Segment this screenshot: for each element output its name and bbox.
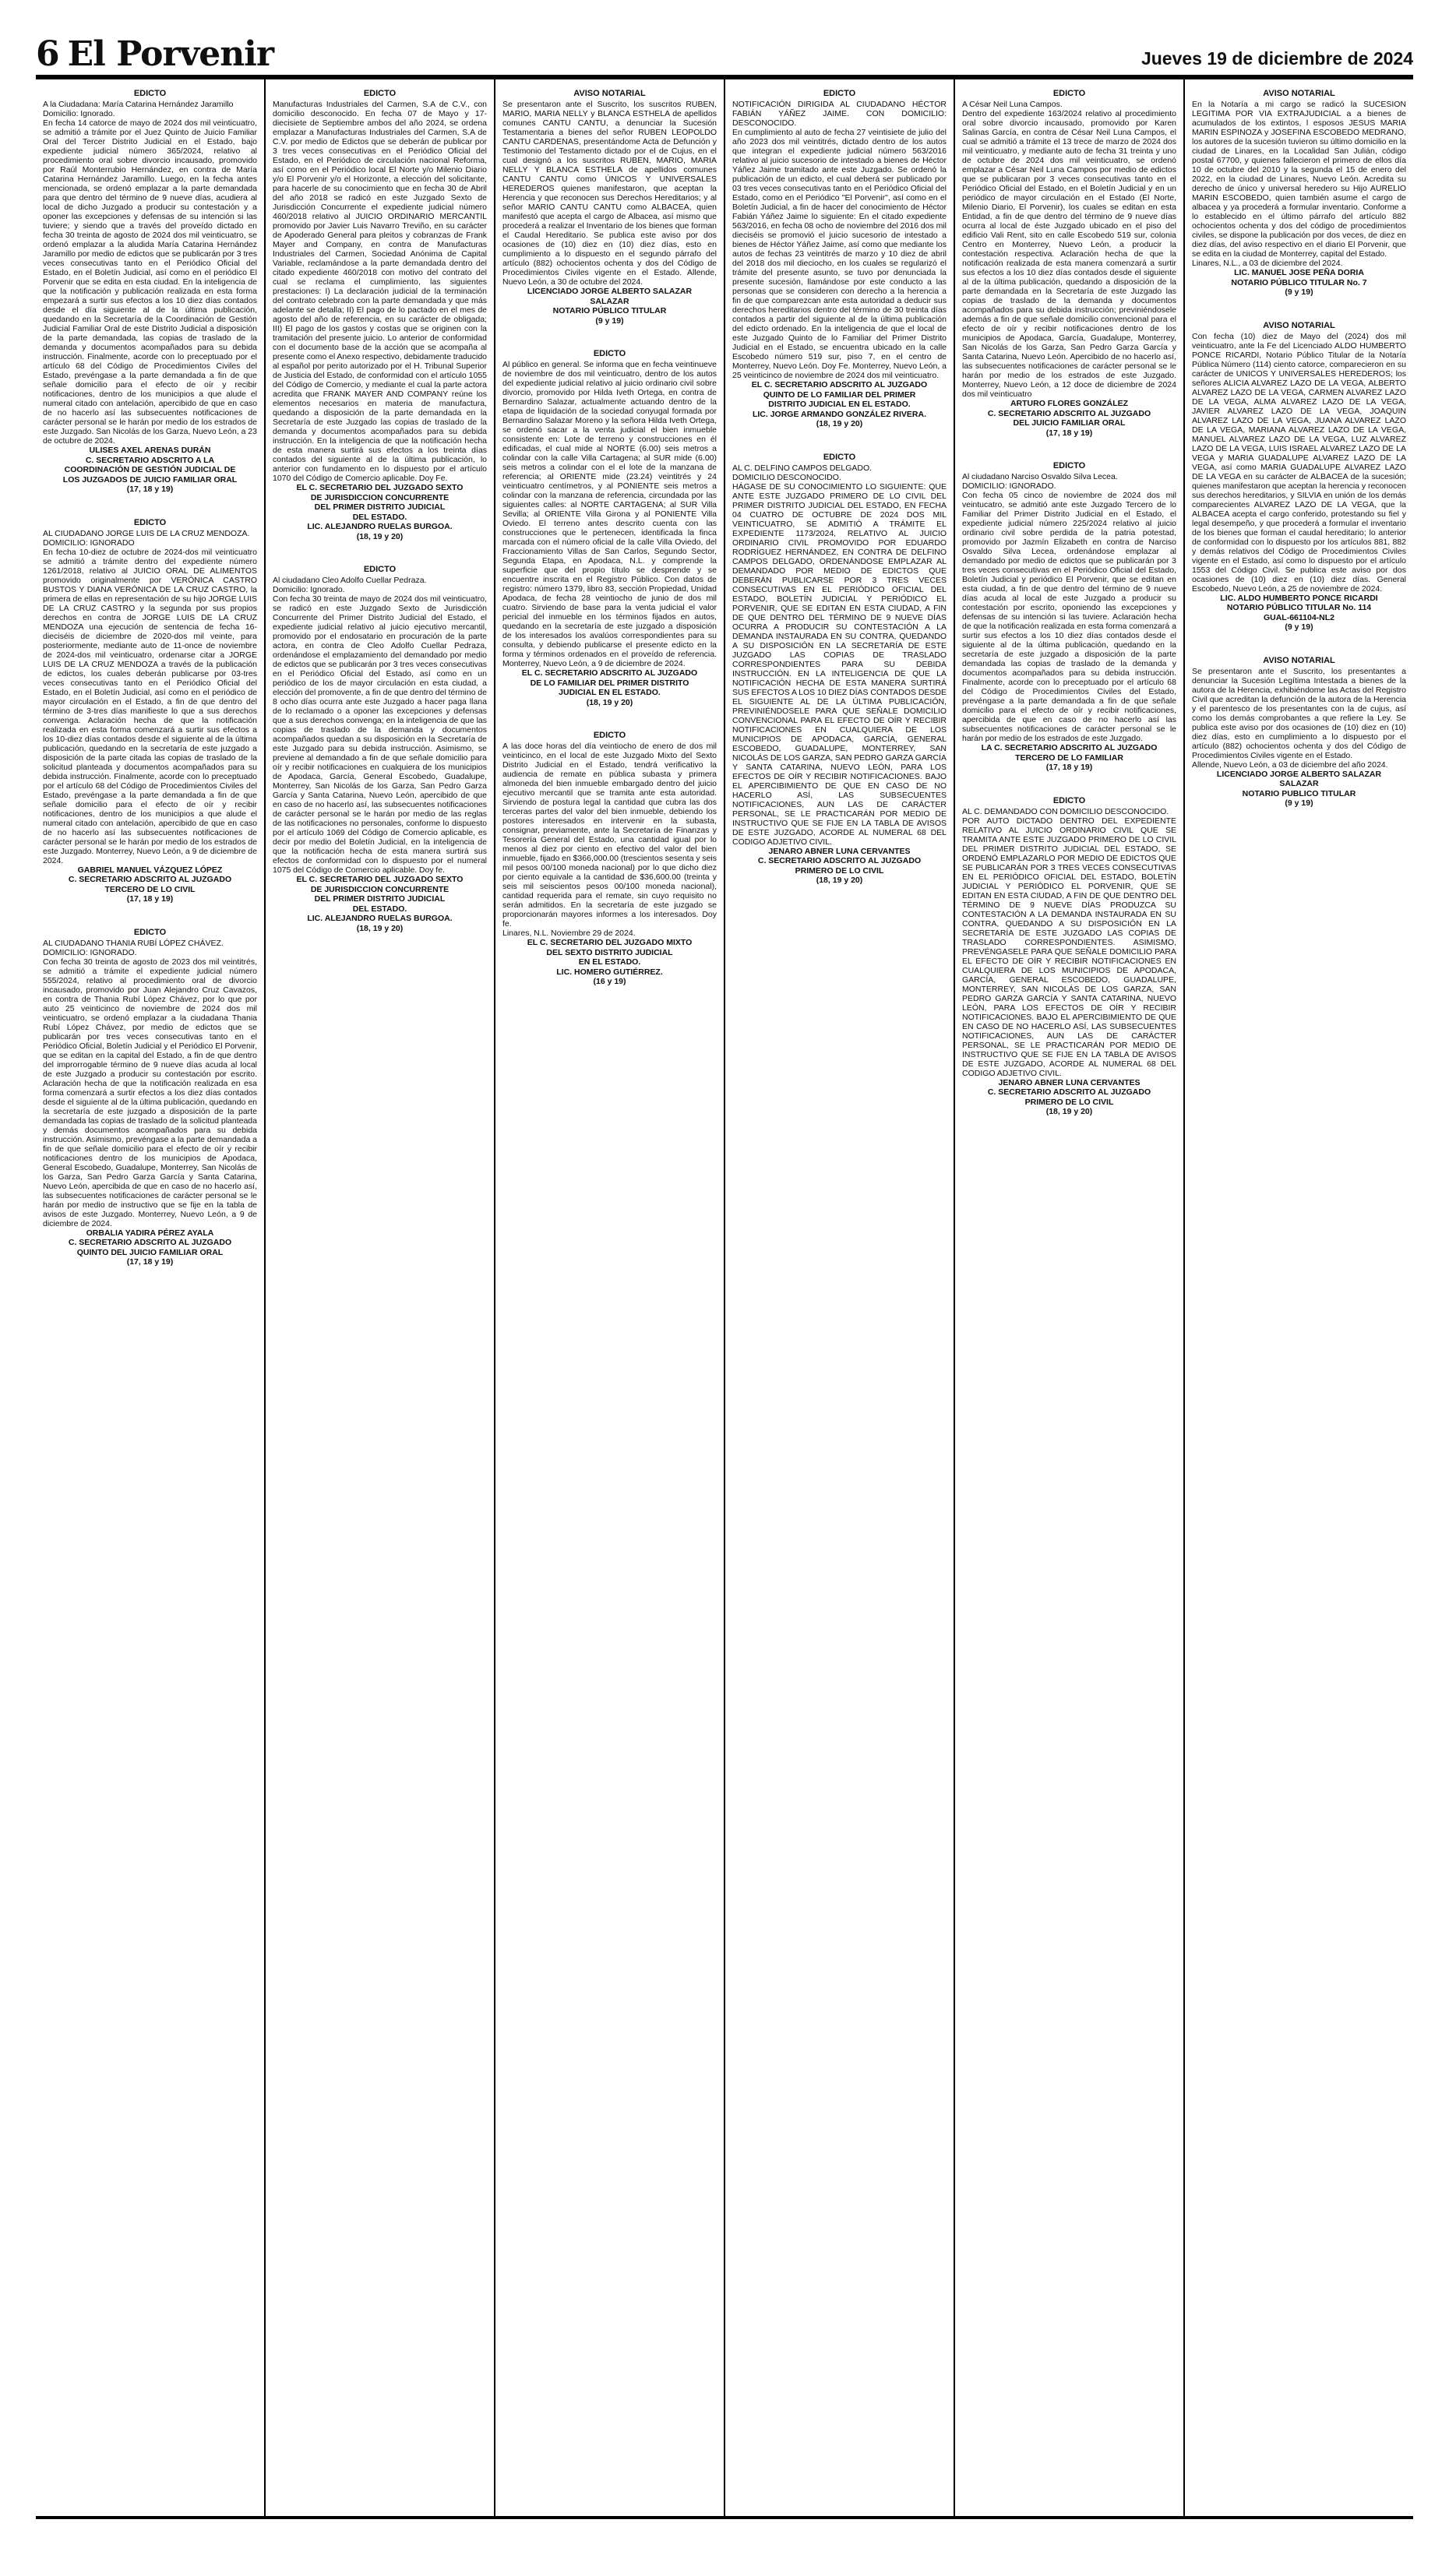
edition-date: Jueves 19 de diciembre de 2024	[1141, 48, 1413, 69]
notice-signature-line: LIC. HOMERO GUTIÉRREZ.	[556, 967, 663, 977]
notice-signature-line: LICENCIADO JORGE ALBERTO SALAZAR	[1216, 769, 1382, 779]
notice-title: EDICTO	[363, 89, 397, 98]
notice-signature-line: LIC. MANUEL JOSE PEÑA DORIA	[1234, 268, 1364, 277]
notice-title: EDICTO	[823, 89, 856, 98]
legal-notice	[273, 89, 487, 541]
legal-notice	[43, 518, 257, 904]
legal-notice	[962, 796, 1176, 1117]
notice-paragraph: Al ciudadano Narciso Osvaldo Silva Lecea.	[962, 472, 1118, 481]
notice-signature-line: EL C. SECRETARIO ADSCRITO AL JUZGADO	[521, 668, 698, 678]
legal-notice	[962, 461, 1176, 773]
notice-signature-line: EL C. SECRETARIO DEL JUZGADO MIXTO	[527, 938, 693, 947]
notice-signature-line: (18, 19 y 20)	[1045, 1107, 1093, 1116]
notice-signature-line: (18, 19 y 20)	[816, 876, 863, 885]
notice-signature-line: DE JURISDICCION CONCURRENTE	[310, 492, 450, 502]
notice-paragraph: POR AUTO DICTADO DENTRO DEL EXPEDIENTE RELATIVO AL JUICIO ORDINARIO CIVIL QUE SE TRAMITA ANTE ESTE JUZGADO PRIMERO DE LO CIVIL DEL PRIMER DISTRITO JUDICIAL DEL ESTADO, SE ORDENÓ EMPLAZARLO POR MEDIO DE EDICTOS QUE SE PUBLICARÁN POR 3 TRES VECES CONSECUTIVAS EN EL PERIÓDICO OFICIAL DEL ESTADO, BOLETÍN JUDICIAL Y PERIÓDICO EL PORVENIR, QUE SE EDITAN EN ESTA CIUDAD, A FIN DE QUE DENTRO DEL TÉRMINO DE 9 NUEVE DÍAS PRODUZCA SU CONTESTACIÓN A LA DEMANDA INSTAURADA EN SU CONTRA, QUEDANDO A SU DISPOSICIÓN EN LA SECRETARÍA DE ESTE JUZGADO LAS COPIAS DE TRASLADO CORRESPONDIENTES. ASIMISMO, PREVÉNGASELE PARA QUE SEÑALE DOMICILIO PARA EL EFECTO DE OÍR Y RECIBIR NOTIFICACIONES EN CUALQUIERA DE LOS MUNICIPIOS DE APODACA, GARCÍA, GENERAL ESCOBEDO, GUADALUPE, MONTERREY, SAN NICOLÁS DE LOS GARZA, SAN PEDRO GARZA GARCÍA Y SANTA CATARINA, NUEVO LEÓN, PARA LOS EFECTOS DE OÍR Y RECIBIR NOTIFICACIONES. BAJO EL APERCIBIMIENTO DE QUE EN CASO DE NO HACERLO ASÍ, LAS SUBSECUENTES NOTIFICACIONES, AUN LAS DE CARÁCTER PERSONAL, SE LE PRACTICARÁN POR MEDIO DE INSTRUCTIVO QUE SE FIJE EN LA TABLA DE AVISOS DE ESTE JUZGADO, ACORDE AL NUMERAL 68 DEL CODIGO ADJETIVO CIVIL.	[962, 816, 1176, 1078]
notice-signature-line: C. SECRETARIO ADSCRITO AL JUZGADO	[987, 408, 1151, 418]
notice-title: AVISO NOTARIAL	[1263, 320, 1335, 330]
notice-title: EDICTO	[593, 349, 626, 358]
notice-paragraph: En cumplimiento al auto de fecha 27 veintisiete de julio del año 2023 dos mil veintitrés, dictado dentro de los autos que integran el expediente judicial número 563/2016 relativo al juicio sucesorio de intestado a bienes de Héctor Yáñez Jaime tramitado ante este Juzgado. Se ordenó la publicación de un edicto, el cual deberá ser publicado por 03 tres veces consecutivas tanto en el Periódico Oficial del Estado, como en el Periódico "El Porvenir", así como en el Boletín Judicial, a fin de hacer del conocimiento de Héctor Fabián Yáñez Jaime lo siguiente: En el citado expediente 563/2016, en fecha 08 ocho de noviembre del 2016 dos mil dieciséis se promovió el juicio sucesorio de intestado a bienes de Héctor Yáñez Jaime, así como que mediante los autos de fechas 23 veintitrés de marzo y 10 diez de abril del 2018 dos mil dieciocho, en los cuales se regularizó el trámite del presente asunto, se tuvo por denunciada la presente sucesión, llamándose por este conducto a las personas que se consideren con derecho a la herencia a fin de que comparezcan ante esta autoridad a deducir sus derechos hereditarios dentro del término de 30 treinta días contados a partir del siguiente al de la última publicación del edicto ordenado. En la inteligencia de que el local de este Juzgado Quinto de lo Familiar del Primer Distrito Judicial en el Estado, se encuentra ubicado en la calle Escobedo número 519 sur, piso 7, en el centro de Monterrey, Nuevo León. Doy Fe. Monterrey, Nuevo León, a 25 veinticinco de noviembre de 2024 dos mil veinticuatro.	[732, 128, 947, 380]
notice-signature-line: (18, 19 y 20)	[356, 923, 404, 933]
notice-title: EDICTO	[363, 565, 397, 574]
notice-paragraph: En fecha 14 catorce de mayo de 2024 dos mil veinticuatro, se admitió a trámite por el Juez Quinto de Juicio Familiar Oral del Tercer Distrito Judicial en el Estado, bajo expediente judicial número 365/2024, relativo al procedimiento oral sobre divorcio incausado, promovido por Raúl Monterrubio Hernández, en contra de María Catarina Hernández Jaramillo. Luego, en la fecha antes mencionada, se ordenó emplazar a la parte demandada para que dentro del término de 9 nueve días, acudiera al local de dicho Juzgado a producir su contestación y a oponer las excepciones y defensas de su intención si las tuviere; y siendo que a través del proveído dictado en fecha 30 treinta de agosto de 2024 dos mil veinticuatro, se ordenó emplazar a la aludida María Catarina Hernández Jaramillo por medio de edictos que se publicarán por 3 tres veces consecutivas tanto en el Periódico Oficial del Estado, en el Boletín Judicial, así como en el periódico El Porvenir que se edita en esta ciudad. En la inteligencia de que la notificación y publicación realizada en esta forma empezará a surtir sus efectos a los 10 diez días contados desde el día siguiente al de la última publicación, quedando en la Secretaría de la Coordinación de Gestión Judicial Familiar Oral de este Distrito Judicial a disposición de la parte demandada, las copias de traslado de la demanda y documentos acompañados para su debida instrucción. Finalmente, acorde con lo preceptuado por el artículo 68 del Código de Procedimientos Civiles del Estado, prevéngase a la parte demandada a fin de que señale domicilio para el efecto de oír y recibir notificaciones, dentro de los municipios a que alude el numeral citado con antelación, apercibido de que en caso de no hacerlo así las subsecuentes notificaciones de carácter personal se le harán por medio de los estrados de este Juzgado. San Nicolás de los Garza, Nuevo León, a 23 de octubre de 2024.	[43, 118, 257, 446]
notice-signature-line: SALAZAR	[1279, 779, 1319, 788]
notice-paragraph: A las doce horas del día veintiocho de enero de dos mil veinticinco, en el local de este Juzgado Mixto del Sexto Distrito Judicial en el Estado, tendrá verificativo la audiencia de remate en pública subasta y primera almoneda del bien inmueble embargado dentro del juicio ejecutivo mercantil que se tramita ante esta autoridad. Sirviendo de postura legal la cantidad que cubra las dos terceras partes del valor del bien inmueble, debiendo los postores interesados en intervenir en la subasta, consignar, previamente, ante la Secretaría de Finanzas y Tesorería General del Estado, una cantidad igual por lo menos al diez por ciento en efectivo del valor del bien inmueble, fijado en $366,000.00 (trescientos sesenta y seis mil pesos 00/100 moneda nacional) por lo que dicho diez por ciento equivale a la cantidad de $36,600.00 (treinta y seis mil seiscientos pesos 00/100 moneda nacional), cantidad requerida para el remate, sin cuyo requisito no serán admitidos. En la secretaría de este juzgado se proporcionarán mayores informes a los interesados. Doy fe.	[502, 742, 717, 929]
notice-signature-line: DEL ESTADO.	[352, 904, 407, 914]
notice-signature-line: (17, 18 y 19)	[1045, 428, 1093, 438]
notice-paragraph: AL CIUDADANO THANIA RUBÍ LÓPEZ CHÁVEZ.	[43, 938, 224, 948]
notice-signature-line: (18, 19 y 20)	[586, 697, 633, 707]
notice-signature-line: (9 y 19)	[1285, 287, 1313, 297]
notice-signature-line: GUAL-661104-NL2	[1263, 612, 1335, 622]
legal-notice	[1192, 321, 1406, 633]
notice-signature-line: JENARO ABNER LUNA CERVANTES	[768, 846, 911, 856]
legal-notice	[962, 89, 1176, 438]
notice-signature-line: QUINTO DEL JUICIO FAMILIAR ORAL	[76, 1247, 224, 1257]
notice-paragraph: DOMICILIO: IGNORADO.	[962, 481, 1056, 491]
notice-column	[954, 79, 1183, 2516]
notice-paragraph: Con fecha 05 cinco de noviembre de 2024 dos mil veintucatro, se admitió ante este Juzgado Tercero de lo Familiar del Primer Distrito Judicial en el Estado, el expediente judicial número 225/2024 relativo al juicio ordinario civil sobre perdida de la patria potestad, promovido por Jazmín Elizabeth en contra de Narciso Osvaldo Silva Lecea, ordenándose emplazar al demandado por medio de edictos que se publicarán por 3 tres veces consecutivas en el Periódico Oficial del Estado, Boletín Judicial y periódico El Porvenir, que se editan en esta ciudad, a fin de que dentro del término de 9 nueve días acuda al local de este Juzgado a producir su contestación por escrito, oponiendo las excepciones y defensas de su intención si las tuviere. Aclaración hecha de que la notificación realizada en esta forma comenzará a surtir sus efectos a los 10 diez días contados desde el siguiente al de la última publicación, quedando en la secretaría de este juzgado a disposición de la parte demandada las copias de traslado de la demanda y documentos acompañados para su debida instrucción. Finalmente, acorde con lo preceptuado por el artículo 68 del Código de Procedimientos Civiles del Estado, prevéngase a la parte demandada a fin de que señale domicilio para el efecto de oír y recibir notificaciones, apercibida de que en caso de no hacerlo así las subsecuentes notificaciones de carácter personal se le harán por medio de los estrados de este Juzgado.	[962, 491, 1176, 743]
notice-paragraph: Se presentaron ante el Suscrito, los suscritos RUBEN, MARIO, MARIA NELLY y BLANCA ESTHELA de apellidos comunes CANTU CANTU, a denunciar la Sucesión Testamentaria a bienes del señor RUBEN LEOPOLDO CANTU CARDENAS, presentándome Acta de Defunción y Testimonio del Testamento dictado por el de Cujus, en el cual designó a los suscritos RUBEN, MARIO, MARIA NELLY Y BLANCA ESTHELA de apellidos comunes CANTU CANTU como ÚNICOS Y UNIVERSALES HEREDEROS quienes manifestaron, que aceptan la Herencia y que reconocen sus Derechos Hereditarios; y al señor MARIO CANTU CANTU como ALBACEA, quien manifestó que acepta el cargo de Albacea, así mismo que procederá a realizar el Inventario de los bienes que forman el Caudal Hereditario. Se publica este aviso por dos ocasiones de (10) diez en (10) diez días, esto en cumplimiento a lo dispuesto en el segundo párrafo del artículo (882) ochocientos ochenta y dos del Código de Procedimientos Civiles vigente en el Estado. Allende, Nuevo León, a 30 de octubre del 2024.	[502, 100, 717, 287]
notice-paragraph: HÁGASE DE SU CONOCIMIENTO LO SIGUIENTE: QUE ANTE ESTE JUZGADO PRIMERO DE LO CIVIL DEL PRIMER DISTRITO JUDICIAL DEL ESTADO, EN FECHA 04 CUATRO DE OCTUBRE DE 2024 DOS MIL VEINTICUATRO, SE ADMITIÓ A TRÁMITE EL EXPEDIENTE 1173/2024, RELATIVO AL JUICIO ORDINARIO CIVIL PROMOVIDO POR EDUARDO RODRÍGUEZ HERNÁNDEZ, EN CONTRA DE DELFINO CAMPOS DELGADO, ORDENÁNDOSE EMPLAZAR AL DEMANDADO POR MEDIO DE EDICTOS QUE DEBERÁN PUBLICARSE POR 3 TRES VECES CONSECUTIVAS EN EL PERIÓDICO OFICIAL DEL ESTADO, BOLETÍN JUDICIAL Y PERIÓDICO EL PORVENIR, QUE SE EDITAN EN ESTA CIUDAD, A FIN DE QUE DENTRO DEL TÉRMINO DE 9 NUEVE DÍAS OCURRA A PRODUCIR SU CONTESTACIÓN A LA DEMANDA INSTAURADA EN SU CONTRA, QUEDANDO A SU DISPOSICIÓN EN LA SECRETARÍA DE ESTE JUZGADO LAS COPIAS DE TRASLADO CORRESPONDIENTES PARA SU DEBIDA INSTRUCCIÓN. EN LA INTELIGENCIA DE QUE LA NOTIFICACIÓN HECHA DE ESTA MANERA SURTIRÁ SUS EFECTOS A LOS 10 DIEZ DÍAS CONTADOS DESDE EL SIGUIENTE AL DE LA ÚLTIMA PUBLICACIÓN, PREVINIÉNDOSELE PARA QUE SEÑALE DOMICILIO CONVENCIONAL PARA EL EFECTO DE OÍR Y RECIBIR NOTIFICACIONES EN CUALQUIERA DE LOS MUNICIPIOS DE APODACA, GARCÍA, GENERAL ESCOBEDO, GUADALUPE, MONTERREY, SAN NICOLÁS DE LOS GARZA, SAN PEDRO GARZA GARCÍA Y SANTA CATARINA, NUEVO LEÓN, PARA LOS EFECTOS DE OÍR Y RECIBIR NOTIFICACIONES. BAJO EL APERCIBIMIENTO DE QUE EN CASO DE NO HACERLO ASÍ, LAS SUBSECUENTES NOTIFICACIONES, AUN LAS DE CARÁCTER PERSONAL, SE LE PRACTICARÁN POR MEDIO DE INSTRUCTIVO QUE SE FIJE EN LA TABLA DE AVISOS DE ESTE JUZGADO, ACORDE AL NUMERAL 68 DEL CODIGO ADJETIVO CIVIL.	[732, 481, 947, 847]
notice-signature-line: LIC. JORGE ARMANDO GONZÁLEZ RIVERA.	[752, 409, 927, 419]
notice-paragraph: Domicilio: Ignorado.	[43, 109, 115, 118]
notice-title: AVISO NOTARIAL	[573, 89, 646, 98]
notice-signature-line: PRIMERO DE LO CIVIL	[1024, 1097, 1114, 1107]
notice-signature-line: (17, 18 y 19)	[1045, 763, 1093, 772]
notice-paragraph: A la Ciudadana: María Catarina Hernández Jaramillo	[43, 100, 234, 109]
notice-signature-line: EL C. SECRETARIO DEL JUZGADO SEXTO	[296, 483, 464, 492]
notice-signature-line: ULISES AXEL ARENAS DURÁN	[89, 446, 211, 455]
notice-title: EDICTO	[133, 517, 167, 527]
notice-signature-line: ORBALIA YADIRA PÉREZ AYALA	[86, 1228, 214, 1238]
notice-signature-line: LIC. ALEJANDRO RUELAS BURGOA.	[307, 522, 453, 531]
notice-paragraph: Domicilio: Ignorado.	[273, 585, 345, 594]
notice-signature-line: DEL SEXTO DISTRITO JUDICIAL	[546, 947, 673, 957]
notice-signature-line: (17, 18 y 19)	[126, 1257, 174, 1267]
notice-signature-line: DE LO FAMILIAR DEL PRIMER DISTRITO	[530, 678, 689, 688]
notice-paragraph: DOMICILIO: IGNORADO	[43, 537, 135, 548]
notice-signature-line: DEL PRIMER DISTRITO JUDICIAL	[314, 502, 446, 512]
notice-signature-line: (17, 18 y 19)	[126, 894, 174, 904]
notice-signature-line: NOTARIO PÚBLICO TITULAR	[552, 306, 667, 315]
notice-paragraph: Al ciudadano Cleo Adolfo Cuellar Pedraza.	[273, 576, 427, 585]
legal-notice	[273, 565, 487, 933]
notice-title: EDICTO	[1052, 461, 1086, 470]
notice-title: EDICTO	[823, 452, 856, 462]
notice-column	[494, 79, 724, 2516]
notice-paragraph: DOMICILIO DESCONOCIDO.	[732, 472, 841, 482]
notice-paragraph: Dentro del expediente 163/2024 relativo al procedimiento oral sobre divorcio incausado, promovido por Karen Salinas García, en contra de César Neil Luna Campos, el cual se admitió a trámite el 13 trece de marzo de 2024 dos mil veinticuatro, y mediante auto de fecha 31 treinta y uno de octubre de 2024 dos mil veinticuatro, se ordenó emplazar a César Neil Luna Campos por medio de edictos que se publicaran por 3 veces consecutivas tanto en el Periódico Oficial del Estado, en el Boletín Judicial y en un periódico de mayor circulación en el Estado (El Norte, Milenio Diario, El Porvenir), los cuales se editan en esta Entidad, a fin de que dentro del término de 9 nueve días ocurra al local de éste Juzgado ubicado en el piso del edificio Vali Rent, sito en calle Escobedo 519 sur, colonia Centro en Monterrey, Nuevo León, a producir la contestación respectiva. Aclaración hecha de que la notificación realizada de esta manera comenzará a surtir sus efectos a los 10 diez días contados desde el siguiente al de la última publicación, quedando a disposición de la parte demandada en la Secretaría de este Juzgado las copias de traslado de la demanda y documentos acompañados para su debida instrucción; previniéndosele además a fin de que señale domicilio convencional para el efecto de oír y recibir notificaciones dentro de los municipios de Apodaca, García, Guadalupe, Monterrey, San Nicolás de los Garza, San Pedro Garza García y Santa Catarina, Nuevo León. Apercibido de no hacerlo así, las subsecuentes notificaciones de carácter personal se le harán por medio de los estrados de este Juzgado. Monterrey, Nuevo León, a 12 doce de diciembre de 2024 dos mil veinticuatro	[962, 109, 1176, 399]
notice-signature-line: DE JURISDICCION CONCURRENTE	[310, 884, 450, 894]
notice-paragraph: Con fecha 30 treinta de mayo de 2024 dos mil veinticuatro, se radicó en este Juzgado Sexto de Jurisdicción Concurrente del Primer Distrito Judicial del Estado, el expediente judicial relativo al juicio ejecutivo mercantil, promovido por el endosatario en procuración de la parte actora, en contra de Cleo Adolfo Cuellar Pedraza, ordenándose el emplazamiento del demandado por medio de edictos que se publicarán por 3 tres veces consecutivas en el Periódico Oficial del Estado, así como en un periódico de los de mayor circulación en esta ciudad, a elección del promovente, a fin de que dentro del término de 8 ocho días ocurra ante este Juzgado a hacer paga llana de lo reclamado o a oponer las excepciones y defensas que a sus derechos convenga; en la inteligencia de que las copias de traslado de la demanda y documentos acompañados quedan a su disposición en la Secretaría de este Juzgado para su debida instrucción. Asimismo, se previene al demandado a fin de que señale domicilio para oír y recibir notificaciones en cualquiera de los municipios de Apodaca, García, General Escobedo, Guadalupe, Monterrey, San Nicolás de los Garza, San Pedro Garza García y Santa Catarina, Nuevo León, apercibido de que en caso de no hacerlo así, las subsecuentes notificaciones de carácter personal se le harán por medio de las reglas de las notificaciones no personales, conforme lo dispuesto por el artículo 1069 del Código de Comercio aplicable, es decir por medio del Boletín Judicial, en la inteligencia de que la notificación hecha de esta manera surtirá sus efectos de conformidad con lo dispuesto por el numeral 1075 del Código de Comercio aplicable. Doy fe.	[273, 594, 487, 875]
notice-signature-line: DEL PRIMER DISTRITO JUDICIAL	[314, 894, 446, 904]
notice-signature-line: (16 y 19)	[593, 977, 626, 986]
notice-signature-line: (18, 19 y 20)	[816, 419, 863, 428]
notice-paragraph: Manufacturas Industriales del Carmen, S.A de C.V., con domicilio desconocido. En fecha 07 de Mayo y 17-diecisiete de Septiembre ambos del año 2024, se ordena emplazar a Manufacturas Industriales del Carmen, S.A de C.V. por medio de Edictos que se deberán de publicar por 3 tres veces consecutivas en el Periódico Oficial del Estado, en el Periódico de circulación nacional Reforma, así como en el Periódico local El Norte y/o Milenio Diario y/o El Porvenir y/o el Horizonte, a elección del solicitante, para hacerle de su conocimiento que en fecha 30 de Abril del año 2018 se radicó en este Juzgado Sexto de Jurisdicción Concurrente el expediente judicial número 460/2018 relativo al JUICIO ORDINARIO MERCANTIL promovido por Javier Luis Navarro Treviño, en su carácter de Apoderado General para pleitos y cobranzas de Frank Mayer and Company, en contra de Manufacturas Industriales del Carmen, Sociedad Anónima de Capital Variable, reclamándose a la parte demandada dentro del citado expediente 460/2018 con motivo del contrato del cual se reclama el cumplimiento, las siguientes prestaciones: I) La declaración judicial de la terminación del contrato celebrado con la parte demandada y que más adelante se detalla; II) El pago de lo pactado en el mes de agosto del año de referencia, en su carácter de obligada; III) El pago de los gastos y costas que se originen con la tramitación del presente juicio. Lo anterior de conformidad con el documento base de la acción que se acompaña al presente como el Anexo respectivo, debidamente traducido al español por perito autorizado por el H. Tribunal Superior de Justicia del Estado, de conformidad con el artículo 1055 del Código de Comercio, y mediante el cual la parte actora acredita que FRANK MAYER AND COMPANY reúne los elementos necesarios en materia de manufactura, quedando a disposición de la parte demandada en la Secretaría de este Juzgado las copias de traslado de la demanda y documentos acompañados para su debida instrucción. En la inteligencia de que la notificación hecha de esta manera surtirá sus efectos a los treinta días contados del siguiente al de la última publicación, lo anterior con fundamento en lo dispuesto por el artículo 1070 del Código de Comercio aplicable. Doy Fe.	[273, 100, 487, 483]
notice-signature-line: (9 y 19)	[1285, 798, 1313, 808]
legal-notice	[502, 349, 717, 707]
legal-notice	[43, 928, 257, 1267]
notice-column	[264, 79, 494, 2516]
notice-title: EDICTO	[133, 927, 167, 937]
notice-paragraph: Con fecha (10) diez de Mayo del (2024) dos mil veinticuatro, ante la Fe del Licenciado ALDO HUMBERTO PONCE RICARDI, Notario Público Titular de la Notaría Pública Número (114) ciento catorce, comparecieron en su carácter de UNICOS Y UNIVERSALES HEREDEROS; los señores ALICIA ALVAREZ LAZO DE LA VEGA, ALBERTO ALVAREZ LAZO DE LA VEGA, CARMEN ALVAREZ LAZO DE LA VEGA, ALMA ALVAREZ LAZO DE LA VEGA, JAVIER ALVAREZ LAZO DE LA VEGA, JOAQUIN ALVAREZ LAZO DE LA VEGA, JUANA ALVAREZ LAZO DE LA VEGA, MARIANA ALVAREZ LAZO DE LA VEGA, MANUEL ALVAREZ LAZO DE LA VEGA, LUZ ALVAREZ LAZO DE LA VEGA, LUIS ISRAEL ALVAREZ LAZO DE LA VEGA y MARIA GUADALUPE ALVAREZ LAZO DE LA VEGA, así como MARIA GUADALUPE ALVAREZ LAZO DE LA VEGA en su carácter de ALBACEA de la sucesión; quienes manifestaron que aceptan la herencia y reconocen sus derechos hereditarios, y SILVIA en unión de los demás comparecientes ALVAREZ LAZO DE LA VEGA, que la ALBACEA acepta el cargo conferido, protestando su fiel y legal desempeño, y que procederá a formular el inventario de los bienes que forman el caudal hereditario; lo anterior de conformidad con lo dispuesto por los artículos 881, 882 y demás relativos del Código de Procedimientos Civiles vigente en el Estado, así como lo dispuesto por el artículo 1553 del Código Civil. Se publica este aviso por dos ocasiones de (10) diez en (10) diez días. General Escobedo, Nuevo León, a 25 de noviembre de 2024.	[1192, 331, 1406, 594]
notice-signature-line: (17, 18 y 19)	[126, 485, 174, 494]
legal-notice	[502, 731, 717, 987]
notice-signature-line: LA C. SECRETARIO ADSCRITO AL JUZGADO	[981, 743, 1158, 752]
notice-signature-line: DEL ESTADO.	[352, 512, 407, 522]
notice-signature-line: SALAZAR	[590, 296, 629, 306]
notice-paragraph: Linares, N.L. Noviembre 29 de 2024.	[502, 929, 636, 938]
notice-paragraph: AL CIUDADANO JORGE LUIS DE LA CRUZ MENDOZA.	[43, 528, 250, 538]
legal-notice	[1192, 89, 1406, 298]
notice-signature-line: LICENCIADO JORGE ALBERTO SALAZAR	[527, 287, 693, 296]
notice-paragraph: En la Notaría a mi cargo se radicó la SUCESION LEGITIMA POR VIA EXTRAJUDICIAL a a bienes de acumulados de los extintos, l esposos JESUS MARIA MARIN ESPINOZA y JOSEFINA ESCOBEDO MEDRANO, los autores de la sucesión tuvieron su último domicilio en la ciudad de Linares, en la Localidad San Julián, código postal 67700, y quienes fallecieron el primero de ellos día 10 de octubre del 2010 y la segunda el 15 de enero del 2022, en la ciudad de Linares, Nuevo León. Acredita su derecho de único y universal heredero su Hijo AURELIO MARIN ESCOBEDO, quien también asume el cargo de albacea y ya procederá a formular inventario. Conforme a lo establecido en el último párrafo del artículo 882 ochocientos ochenta y dos del código de procedimientos civiles, se dispone la publicación por dos veces, de diez en diez días, del aviso respectivo en el diario El Porvenir, que se edita en la ciudad de Monterrey, capital del Estado.	[1192, 100, 1406, 259]
notice-signature-line: DISTRITO JUDICIAL EN EL ESTADO.	[768, 400, 911, 409]
notice-paragraph: Con fecha 30 treinta de agosto de 2023 dos mil veintitrés, se admitió a trámite el expediente judicial número 555/2024, relativo al procedimiento oral de divorcio incausado, promovido por Juan Alejandro Cruz Cavazos, en contra de Thania Rubí López Chávez, por lo que por auto 25 veinticinco de noviembre de 2024 dos mil veinticuatro, se ordenó emplazar a la ciudadana Thania Rubí López Chávez, por medio de edictos que se publicarán por tres veces consecutivas tanto en el Periódico Oficial, Boletín Judicial y el Periódico El Porvenir, que se editan en la capital del Estado, a fin de que dentro del improrrogable término de 9 nueve días acuda al local de este Juzgado a producir su contestación por escrito. Aclaración hecha de que la notificación realizada en esa forma comenzará a surtir efectos a los diez días contados desde el siguiente al de la última publicación, quedando en la secretaría de este juzgado a disposición de la parte demandada las copias de traslado de la solicitud planteada y demás documentos acompañados para su debida instrucción. Asimismo, prevéngase a la parte demandada a fin de que señale domicilio para el efecto de oír y recibir notificaciones dentro de los municipios de Apodaca, General Escobedo, Guadalupe, Monterrey, San Nicolás de los Garza, San Pedro Garza García y Santa Catarina, Nuevo León, apercibida de que en caso de no hacerlo así, las subsecuentes notificaciones de carácter personal se le harán por medio de instructivo que se fije en la tabla de avisos de este Juzgado. Monterrey, Nuevo León, a 9 de diciembre de 2024.	[43, 957, 257, 1228]
notice-signature-line: GABRIEL MANUEL VÁZQUEZ LÓPEZ	[77, 865, 223, 875]
notice-signature-line: NOTARIO PUBLICO TITULAR	[1242, 788, 1356, 798]
notice-column	[1183, 79, 1413, 2516]
notice-signature-line: (9 y 19)	[1285, 622, 1313, 632]
notice-signature-line: C. SECRETARIO ADSCRITO AL JUZGADO	[68, 875, 232, 884]
notice-signature-line: TERCERO DE LO FAMILIAR	[1015, 752, 1123, 763]
notice-paragraph: AL C. DEMANDADO CON DOMICILIO DESCONOCIDO.	[962, 806, 1169, 816]
notice-signature-line: C. SECRETARIO ADSCRITO AL JUZGADO	[987, 1087, 1151, 1097]
notice-signature-line: C. SECRETARIO ADSCRITO AL JUZGADO	[68, 1238, 232, 1247]
legal-notice	[732, 89, 947, 429]
notice-signature-line: LIC. ALDO HUMBERTO PONCE RICARDI	[1220, 593, 1378, 603]
notice-paragraph: AL C. DELFINO CAMPOS DELGADO.	[732, 463, 873, 473]
notice-signature-line: JUDICIAL EN EL ESTADO.	[559, 688, 661, 697]
notice-paragraph: NOTIFICACIÓN DIRIGIDA AL CIUDADANO HÉCTOR FABIÁN YÁÑEZ JAIME. CON DOMICILIO: DESCONOCIDO.	[732, 100, 947, 128]
notice-column	[36, 79, 264, 2516]
legal-notice	[43, 89, 257, 495]
notice-title: EDICTO	[1052, 795, 1086, 805]
notice-paragraph: Se presentaron ante el Suscrito, los presentantes a denunciar la Sucesión Legítima Intestada a bienes de la autora de la Herencia, exhibiéndome las Actas del Registro Civil que acreditan la defunción de la autora de la Herencia y el parentesco de los presentantes con la de cujus, así como los demás comprobantes a que refiere la Ley. Se publica este aviso por dos ocasiones de (10) diez en (10) diez días, esto en cumplimiento a lo dispuesto por el artículo (882) ochocientos ochenta y dos del Código de Procedimientos Civiles vigente en el Estado.	[1192, 666, 1406, 760]
notice-signature-line: COORDINACIÓN DE GESTIÓN JUDICIAL DE	[64, 465, 236, 474]
notice-title: AVISO NOTARIAL	[1263, 89, 1335, 98]
notice-signature-line: EL C. SECRETARIO ADSCRITO AL JUZGADO	[751, 380, 928, 389]
notice-paragraph: En fecha 10-diez de octubre de 2024-dos mil veinticuatro se admitió a trámite dentro del expediente número 1261/2018, relativo al JUICIO ORAL DE ALIMENTOS promovido originalmente por VERÓNICA CASTRO BUSTOS Y DIANA VERÓNICA DE LA CRUZ CASTRO, la primera de ellas en representación de su hijo JORGE LUIS DE LA CRUZ CASTRO y la segunda por sus propios derechos en contra de JORGE LUIS DE LA CRUZ MENDOZA una ejecución de sentencia de fecha 16-dieciséis de diciembre de 2020-dos mil veinte, para posteriormente, mediante auto de 11-once de noviembre de 2024-dos mil veinticuatro, ordenarse citar a JORGE LUIS DE LA CRUZ MENDOZA a través de la publicación de edictos, los cuales deberán publicarse por 03-tres veces consecutivas tanto en el Periódico Oficial del Estado, en el Boletín Judicial, así como en el periódico de mayor circulación en el Estado, a fin de que dentro del término de 3-tres días manifieste lo que a sus derechos convenga. Aclaración hecha de que la notificación realizada en esta forma comenzará a surtir sus efectos a los 10-diez días contados desde el siguiente al de la última publicación, quedando en la secretaría de este juzgado a disposición de la parte citada las copias de traslado de la solicitud planteada y documentos acompañados para su debida instrucción. Finalmente, acorde con lo preceptuado por el artículo 68 del Código de Procedimientos Civiles del Estado, prevéngase a la parte demandada a fin de que señale domicilio para el efecto de oír y recibir notificaciones, dentro de los municipios a que alude el numeral citado con antelación, apercibido de que en caso de no hacerlo así las subsecuentes notificaciones de carácter personal se le harán por medio de los estrados de este Juzgado. Monterrey, Nuevo León, a 9 de diciembre de 2024.	[43, 547, 257, 865]
notice-signature-line: PRIMERO DE LO CIVIL	[795, 865, 884, 876]
page-number: 6	[36, 34, 60, 74]
notice-paragraph: A César Neil Luna Campos.	[962, 100, 1063, 109]
notice-signature-line: EN EL ESTADO.	[578, 957, 641, 967]
notice-signature-line: (9 y 19)	[595, 315, 624, 326]
masthead	[36, 0, 1413, 79]
notice-signature-line: DEL JUICIO FAMILIAR ORAL	[1013, 418, 1126, 428]
notice-title: EDICTO	[593, 731, 626, 740]
newspaper-title: El Porvenir	[67, 34, 274, 74]
notice-columns	[36, 79, 1413, 2519]
notice-signature-line: JENARO ABNER LUNA CERVANTES	[998, 1077, 1141, 1087]
notice-signature-line: (18, 19 y 20)	[356, 531, 404, 541]
notice-column	[724, 79, 954, 2516]
notice-signature-line: ARTURO FLORES GONZÁLEZ	[1010, 399, 1129, 408]
notice-signature-line: QUINTO DE LO FAMILIAR DEL PRIMER	[763, 389, 916, 400]
notice-paragraph: DOMICILIO: IGNORADO.	[43, 947, 137, 957]
notice-signature-line: NOTARIO PÚBLICO TITULAR No. 114	[1226, 603, 1372, 612]
notice-signature-line: LIC. ALEJANDRO RUELAS BURGOA.	[307, 914, 453, 923]
notice-signature-line: TERCERO DE LO CIVIL	[104, 884, 196, 894]
legal-notice	[502, 89, 717, 326]
notice-paragraph: Al público en general. Se informa que en fecha veintinueve de noviembre de dos mil veinticuatro, dentro de los autos del expediente judicial relativo al juicio ordinario civil sobre divorcio, promovido por Hilda Iveth Ortega, en contra de Bernardino Salazar, actualmente actuando dentro de la etapa de liquidación de la sociedad conyugal formada por Bernardino Salazar Moreno y la señora Hilda Iveth Ortega, se ordenó sacar a la venta judicial el bien inmueble consistente en: Lote de terreno y construcciones en él edificadas, el cual mide al NORTE (6.00) seis metros a colindar con la calle Villa Cartagena; al SUR mide (6.00) seis metros a colindar con el el lote de la manzana de referencia; al ORIENTE mide (23.24) veintitrés y 24 veinticuatro centímetros, y al PONIENTE seis metros a colindar con la manzana de referencia, circundada por las siguientes calles: al NORTE CARTAGENA; al SUR Villa Sevilla; al ORIENTE Villa Girona y al PONIENTE Villa Oviedo. El terreno antes descrito cuenta con las construcciones que le pertenecen, identificada la finca marcada con el número oficial de la calle Villa Oviedo, del Fraccionamiento Villas de San Carlos, Segundo Sector, Segunda Etapa, en Apodaca, N.L. y comprende la superficie que del propio título se desprende y se encuentre inscrita en el Registro Público. Con datos de registro: número 1379, libro 83, sección Propiedad, Unidad Apodaca, de fecha 28 veintiocho de junio de dos mil cuatro. Sirviendo de base para la venta judicial el valor pericial del inmueble en los términos fijados en autos, quedando en la secretaría de este juzgado a disposición de los interesados los avalúos correspondientes para su consulta, y debiendo publicarse el presente edicto en la forma y términos ordenados en el proveído de referencia. Monterrey, Nuevo León, a 9 de diciembre de 2024.	[502, 360, 717, 668]
notice-signature-line: EL C. SECRETARIO DEL JUZGADO SEXTO	[296, 875, 464, 884]
notice-title: EDICTO	[133, 89, 167, 98]
notice-signature-line: NOTARIO PÚBLICO TITULAR No. 7	[1231, 277, 1367, 287]
notice-signature-line: C. SECRETARIO ADSCRITO AL JUZGADO	[757, 856, 922, 865]
notice-paragraph: Linares, N.L., a 03 de diciembre del 2024.	[1192, 259, 1343, 268]
notice-signature-line: C. SECRETARIO ADSCRITO A LA	[85, 455, 215, 465]
legal-notice	[732, 453, 947, 886]
notice-title: EDICTO	[1052, 89, 1086, 98]
notice-paragraph: Allende, Nuevo León, a 03 de diciembre del año 2024.	[1192, 759, 1388, 770]
notice-title: AVISO NOTARIAL	[1263, 655, 1335, 665]
notice-signature-line: LOS JUZGADOS DE JUICIO FAMILIAR ORAL	[62, 474, 238, 485]
legal-notice	[1192, 656, 1406, 809]
